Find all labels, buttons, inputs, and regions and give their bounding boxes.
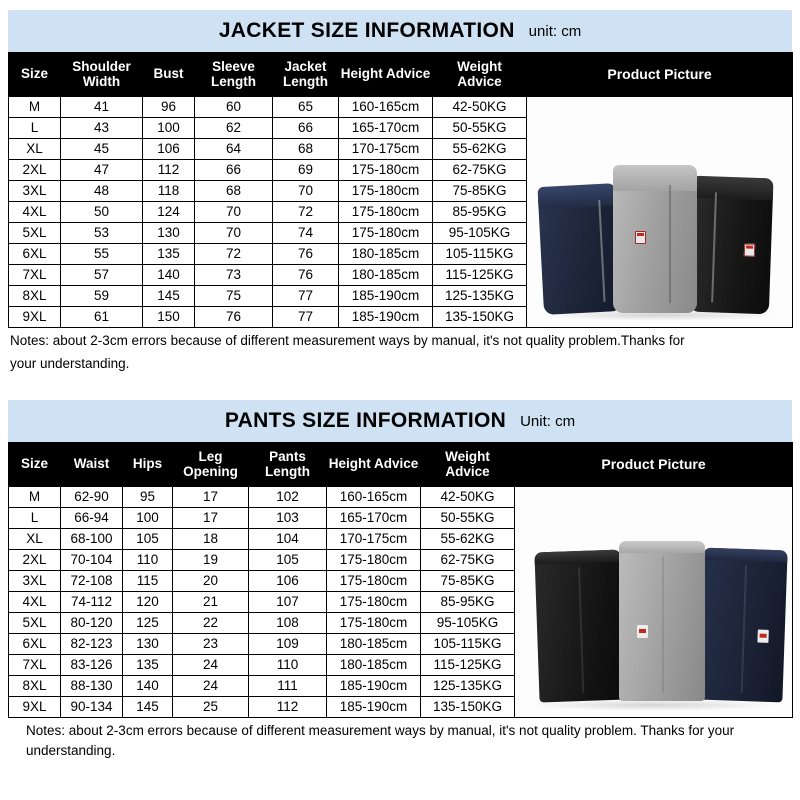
jacket-col-shoulder-width: Shoulder Width bbox=[61, 53, 143, 97]
cell-hips: 140 bbox=[123, 676, 173, 697]
cell-length: 103 bbox=[249, 508, 327, 529]
cell-shoulder: 61 bbox=[61, 307, 143, 328]
jacket-title-bar bbox=[8, 10, 792, 52]
cell-weight: 105-115KG bbox=[421, 634, 515, 655]
cell-length: 77 bbox=[273, 307, 339, 328]
cell-length: 109 bbox=[249, 634, 327, 655]
brand-logo-icon bbox=[635, 231, 646, 244]
pants-table-body bbox=[9, 487, 793, 718]
cell-height: 175-180cm bbox=[339, 181, 433, 202]
seam bbox=[741, 565, 747, 693]
cell-sleeve: 72 bbox=[195, 244, 273, 265]
cell-sleeve: 64 bbox=[195, 139, 273, 160]
pants-col-product-picture: Product Picture bbox=[515, 443, 793, 487]
cell-hips: 105 bbox=[123, 529, 173, 550]
cell-size: 9XL bbox=[9, 307, 61, 328]
cell-leg-opening: 17 bbox=[173, 487, 249, 508]
cell-leg-opening: 24 bbox=[173, 676, 249, 697]
cell-sleeve: 66 bbox=[195, 160, 273, 181]
cell-waist: 70-104 bbox=[61, 550, 123, 571]
cell-sleeve: 68 bbox=[195, 181, 273, 202]
cell-weight: 62-75KG bbox=[433, 160, 527, 181]
pants-navy-image bbox=[698, 548, 787, 703]
pants-col-waist: Waist bbox=[61, 443, 123, 487]
cell-height: 185-190cm bbox=[327, 697, 421, 718]
cell-shoulder: 53 bbox=[61, 223, 143, 244]
cell-size: 8XL bbox=[9, 286, 61, 307]
cell-length: 107 bbox=[249, 592, 327, 613]
cell-weight: 95-105KG bbox=[421, 613, 515, 634]
cell-waist: 90-134 bbox=[61, 697, 123, 718]
pants-col-hips: Hips bbox=[123, 443, 173, 487]
cell-length: 65 bbox=[273, 97, 339, 118]
cell-weight: 50-55KG bbox=[421, 508, 515, 529]
cell-length: 68 bbox=[273, 139, 339, 160]
cell-height: 165-170cm bbox=[327, 508, 421, 529]
cell-bust: 150 bbox=[143, 307, 195, 328]
cell-weight: 42-50KG bbox=[421, 487, 515, 508]
jacket-col-weight-advice: Weight Advice bbox=[433, 53, 527, 97]
jacket-col-product-picture: Product Picture bbox=[527, 53, 793, 97]
cell-leg-opening: 20 bbox=[173, 571, 249, 592]
cell-leg-opening: 19 bbox=[173, 550, 249, 571]
cell-shoulder: 48 bbox=[61, 181, 143, 202]
cell-weight: 105-115KG bbox=[433, 244, 527, 265]
cell-weight: 125-135KG bbox=[421, 676, 515, 697]
cell-shoulder: 45 bbox=[61, 139, 143, 160]
cell-size: 7XL bbox=[9, 655, 61, 676]
cell-waist: 82-123 bbox=[61, 634, 123, 655]
cell-length: 69 bbox=[273, 160, 339, 181]
cell-length: 74 bbox=[273, 223, 339, 244]
cell-weight: 75-85KG bbox=[433, 181, 527, 202]
cell-sleeve: 60 bbox=[195, 97, 273, 118]
cell-length: 111 bbox=[249, 676, 327, 697]
cell-bust: 118 bbox=[143, 181, 195, 202]
jacket-notes-line2: your understanding. bbox=[10, 355, 130, 371]
cell-waist: 72-108 bbox=[61, 571, 123, 592]
seam bbox=[578, 567, 584, 693]
cell-bust: 140 bbox=[143, 265, 195, 286]
cell-shoulder: 41 bbox=[61, 97, 143, 118]
cell-height: 175-180cm bbox=[339, 202, 433, 223]
cell-weight: 115-125KG bbox=[421, 655, 515, 676]
cell-size: 4XL bbox=[9, 592, 61, 613]
zipper bbox=[669, 185, 671, 303]
pants-title-bar bbox=[8, 400, 792, 442]
zipper bbox=[598, 200, 605, 302]
cell-height: 175-180cm bbox=[327, 613, 421, 634]
jacket-photo-stage bbox=[527, 97, 792, 327]
collar bbox=[613, 165, 697, 191]
cell-weight: 85-95KG bbox=[433, 202, 527, 223]
cell-bust: 100 bbox=[143, 118, 195, 139]
pants-size-section bbox=[8, 400, 792, 760]
pants-black-image bbox=[534, 550, 625, 703]
cell-leg-opening: 17 bbox=[173, 508, 249, 529]
waistband bbox=[703, 548, 787, 563]
pants-size-table bbox=[8, 442, 793, 718]
cell-sleeve: 73 bbox=[195, 265, 273, 286]
cell-shoulder: 59 bbox=[61, 286, 143, 307]
cell-sleeve: 75 bbox=[195, 286, 273, 307]
zipper bbox=[711, 192, 717, 302]
cell-weight: 85-95KG bbox=[421, 592, 515, 613]
cell-height: 185-190cm bbox=[327, 676, 421, 697]
cell-bust: 106 bbox=[143, 139, 195, 160]
cell-height: 180-185cm bbox=[339, 244, 433, 265]
cell-hips: 120 bbox=[123, 592, 173, 613]
cell-waist: 62-90 bbox=[61, 487, 123, 508]
cell-hips: 95 bbox=[123, 487, 173, 508]
cell-leg-opening: 24 bbox=[173, 655, 249, 676]
pants-col-weight-advice: Weight Advice bbox=[421, 443, 515, 487]
cell-length: 112 bbox=[249, 697, 327, 718]
jacket-header-row bbox=[9, 53, 793, 97]
cell-length: 77 bbox=[273, 286, 339, 307]
cell-bust: 96 bbox=[143, 97, 195, 118]
cell-size: 3XL bbox=[9, 181, 61, 202]
cell-waist: 88-130 bbox=[61, 676, 123, 697]
cell-hips: 130 bbox=[123, 634, 173, 655]
cell-length: 72 bbox=[273, 202, 339, 223]
table-row bbox=[9, 97, 793, 118]
cell-size: 5XL bbox=[9, 223, 61, 244]
cell-size: 5XL bbox=[9, 613, 61, 634]
pants-col-leg-opening: Leg Opening bbox=[173, 443, 249, 487]
cell-height: 175-180cm bbox=[327, 550, 421, 571]
cell-height: 170-175cm bbox=[327, 529, 421, 550]
cell-size: L bbox=[9, 118, 61, 139]
cell-shoulder: 55 bbox=[61, 244, 143, 265]
jacket-col-bust: Bust bbox=[143, 53, 195, 97]
jacket-black-image bbox=[689, 186, 773, 315]
cell-size: 6XL bbox=[9, 244, 61, 265]
pants-notes: Notes: about 2-3cm errors because of different measurement ways by manual, it's not quality problem. Thanks for your understanding. bbox=[26, 723, 735, 758]
jacket-unit-label: unit: cm bbox=[528, 22, 582, 40]
cell-hips: 145 bbox=[123, 697, 173, 718]
pants-product-picture bbox=[515, 487, 793, 718]
jacket-size-section bbox=[8, 10, 792, 373]
cell-shoulder: 47 bbox=[61, 160, 143, 181]
cell-leg-opening: 22 bbox=[173, 613, 249, 634]
cell-hips: 115 bbox=[123, 571, 173, 592]
jacket-col-sleeve-length: Sleeve Length bbox=[195, 53, 273, 97]
cell-waist: 68-100 bbox=[61, 529, 123, 550]
cell-length: 110 bbox=[249, 655, 327, 676]
cell-height: 180-185cm bbox=[327, 655, 421, 676]
jacket-product-picture bbox=[527, 97, 793, 328]
cell-shoulder: 43 bbox=[61, 118, 143, 139]
cell-size: 8XL bbox=[9, 676, 61, 697]
cell-hips: 110 bbox=[123, 550, 173, 571]
pants-col-size: Size bbox=[9, 443, 61, 487]
cell-height: 185-190cm bbox=[339, 286, 433, 307]
cell-size: M bbox=[9, 97, 61, 118]
cell-sleeve: 76 bbox=[195, 307, 273, 328]
pants-header-row bbox=[9, 443, 793, 487]
cell-height: 180-185cm bbox=[327, 634, 421, 655]
pants-photo-stage bbox=[515, 487, 792, 717]
table-row bbox=[9, 487, 793, 508]
cell-weight: 75-85KG bbox=[421, 571, 515, 592]
brand-logo-icon bbox=[757, 630, 768, 643]
cell-height: 175-180cm bbox=[339, 223, 433, 244]
cell-waist: 80-120 bbox=[61, 613, 123, 634]
cell-sleeve: 70 bbox=[195, 202, 273, 223]
jacket-grey-image bbox=[613, 179, 697, 313]
cell-shoulder: 57 bbox=[61, 265, 143, 286]
cell-leg-opening: 18 bbox=[173, 529, 249, 550]
cell-hips: 135 bbox=[123, 655, 173, 676]
jacket-navy-image bbox=[538, 193, 622, 315]
jacket-col-jacket-length: Jacket Length bbox=[273, 53, 339, 97]
jacket-table-body bbox=[9, 97, 793, 328]
cell-size: XL bbox=[9, 529, 61, 550]
cell-height: 175-180cm bbox=[327, 592, 421, 613]
cell-length: 76 bbox=[273, 265, 339, 286]
cell-size: 3XL bbox=[9, 571, 61, 592]
cell-height: 170-175cm bbox=[339, 139, 433, 160]
cell-bust: 112 bbox=[143, 160, 195, 181]
cell-length: 76 bbox=[273, 244, 339, 265]
pants-title: PANTS SIZE INFORMATION bbox=[224, 409, 507, 432]
cell-bust: 135 bbox=[143, 244, 195, 265]
cell-length: 70 bbox=[273, 181, 339, 202]
cell-sleeve: 62 bbox=[195, 118, 273, 139]
collar bbox=[537, 183, 616, 209]
cell-weight: 135-150KG bbox=[421, 697, 515, 718]
cell-length: 104 bbox=[249, 529, 327, 550]
cell-height: 160-165cm bbox=[327, 487, 421, 508]
cell-height: 175-180cm bbox=[327, 571, 421, 592]
pants-grey-image bbox=[619, 541, 705, 701]
cell-length: 108 bbox=[249, 613, 327, 634]
pants-col-height-advice: Height Advice bbox=[327, 443, 421, 487]
jacket-title: JACKET SIZE INFORMATION bbox=[218, 19, 515, 42]
cell-leg-opening: 21 bbox=[173, 592, 249, 613]
cell-size: 2XL bbox=[9, 550, 61, 571]
cell-size: 9XL bbox=[9, 697, 61, 718]
pants-col-pants-length: Pants Length bbox=[249, 443, 327, 487]
cell-hips: 100 bbox=[123, 508, 173, 529]
cell-size: M bbox=[9, 487, 61, 508]
cell-weight: 95-105KG bbox=[433, 223, 527, 244]
waistband bbox=[534, 550, 620, 565]
cell-leg-opening: 23 bbox=[173, 634, 249, 655]
cell-bust: 124 bbox=[143, 202, 195, 223]
cell-sleeve: 70 bbox=[195, 223, 273, 244]
cell-size: 6XL bbox=[9, 634, 61, 655]
cell-size: 7XL bbox=[9, 265, 61, 286]
cell-bust: 145 bbox=[143, 286, 195, 307]
cell-weight: 42-50KG bbox=[433, 97, 527, 118]
cell-size: 2XL bbox=[9, 160, 61, 181]
cell-weight: 55-62KG bbox=[421, 529, 515, 550]
cell-weight: 115-125KG bbox=[433, 265, 527, 286]
cell-height: 175-180cm bbox=[339, 160, 433, 181]
cell-weight: 125-135KG bbox=[433, 286, 527, 307]
cell-weight: 55-62KG bbox=[433, 139, 527, 160]
cell-weight: 135-150KG bbox=[433, 307, 527, 328]
pants-unit-label: Unit: cm bbox=[520, 412, 576, 430]
cell-weight: 62-75KG bbox=[421, 550, 515, 571]
cell-height: 185-190cm bbox=[339, 307, 433, 328]
cell-length: 66 bbox=[273, 118, 339, 139]
jacket-col-size: Size bbox=[9, 53, 61, 97]
waistband bbox=[619, 541, 705, 553]
cell-hips: 125 bbox=[123, 613, 173, 634]
jacket-notes-line1: Notes: about 2-3cm errors because of different measurement ways by manual, it's not quality problem.Thanks for bbox=[10, 333, 685, 348]
seam bbox=[662, 557, 664, 693]
jacket-size-table bbox=[8, 52, 793, 328]
brand-logo-icon bbox=[744, 243, 755, 256]
cell-leg-opening: 25 bbox=[173, 697, 249, 718]
cell-waist: 66-94 bbox=[61, 508, 123, 529]
jacket-col-height-advice: Height Advice bbox=[339, 53, 433, 97]
cell-bust: 130 bbox=[143, 223, 195, 244]
cell-length: 102 bbox=[249, 487, 327, 508]
cell-size: XL bbox=[9, 139, 61, 160]
cell-waist: 83-126 bbox=[61, 655, 123, 676]
cell-height: 165-170cm bbox=[339, 118, 433, 139]
cell-weight: 50-55KG bbox=[433, 118, 527, 139]
cell-length: 106 bbox=[249, 571, 327, 592]
brand-logo-icon bbox=[637, 625, 648, 638]
cell-height: 160-165cm bbox=[339, 97, 433, 118]
cell-size: 4XL bbox=[9, 202, 61, 223]
cell-height: 180-185cm bbox=[339, 265, 433, 286]
cell-length: 105 bbox=[249, 550, 327, 571]
cell-shoulder: 50 bbox=[61, 202, 143, 223]
collar bbox=[693, 176, 774, 201]
cell-size: L bbox=[9, 508, 61, 529]
cell-waist: 74-112 bbox=[61, 592, 123, 613]
